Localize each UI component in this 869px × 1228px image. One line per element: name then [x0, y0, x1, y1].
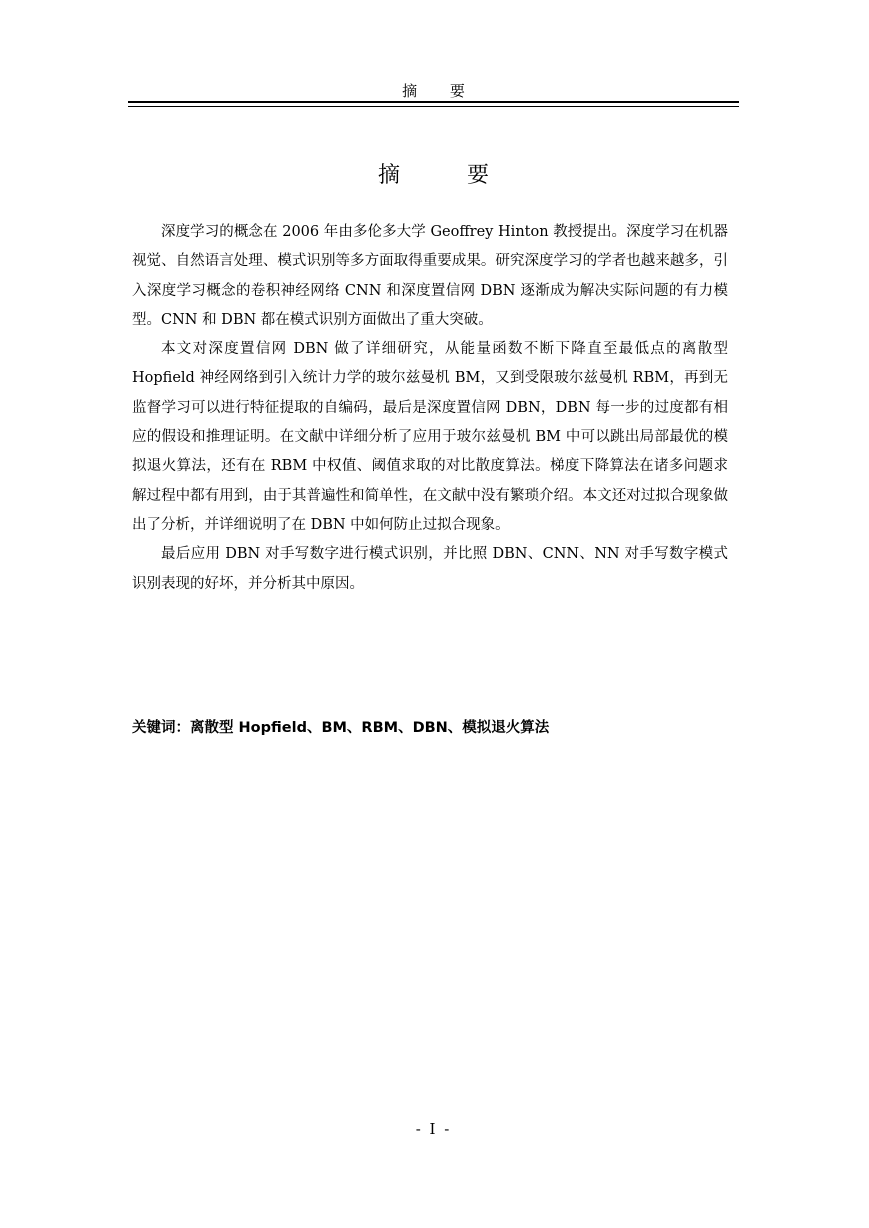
- abstract-paragraph-2: 本文对深度置信网 DBN 做了详细研究，从能量函数不断下降直至最低点的离散型 Hopfield 神经网络到引入统计力学的玻尔兹曼机 BM，又到受限玻尔兹曼机 RBM，再到无监督学习可以进行特征提取的自编码，最后是深度置信网 DBN，DBN 每一步的过度都有相应的假设和推理证明。在文献中详细分析了应用于玻尔兹曼机 BM 中可以跳出局部最优的模拟退火算法，还有在 RBM 中权值、阈值求取的对比散度算法。梯度下降算法在诸多问题求解过程中都有用到，由于其普遍性和简单性，在文献中没有繁琐介绍。本文还对过拟合现象做出了分析，并详细说明了在 DBN 中如何防止过拟合现象。: [132, 341, 728, 533]
- abstract-paragraph-3: 最后应用 DBN 对手写数字进行模式识别，并比照 DBN、CNN、NN 对手写数字模式识别表现的好坏，并分析其中原因。: [132, 546, 728, 592]
- running-header: 摘 要: [402, 82, 479, 100]
- header-rule: [128, 101, 739, 103]
- header-rule-thin: [128, 106, 739, 107]
- keywords-line: 关键词：离散型 Hopfield、BM、RBM、DBN、模拟退火算法: [132, 720, 550, 736]
- page-number: - I -: [415, 1120, 452, 1138]
- page-title: 摘 要: [378, 163, 519, 188]
- abstract-paragraph-1: 深度学习的概念在 2006 年由多伦多大学 Geoffrey Hinton 教授提出。深度学习在机器视觉、自然语言处理、模式识别等多方面取得重要成果。研究深度学习的学者也越来越多，引入深度学习概念的卷积神经网络 CNN 和深度置信网 DBN 逐渐成为解决实际问题的有力模型。CNN 和 DBN 都在模式识别方面做出了重大突破。: [132, 224, 728, 328]
- abstract-body: [132, 218, 728, 599]
